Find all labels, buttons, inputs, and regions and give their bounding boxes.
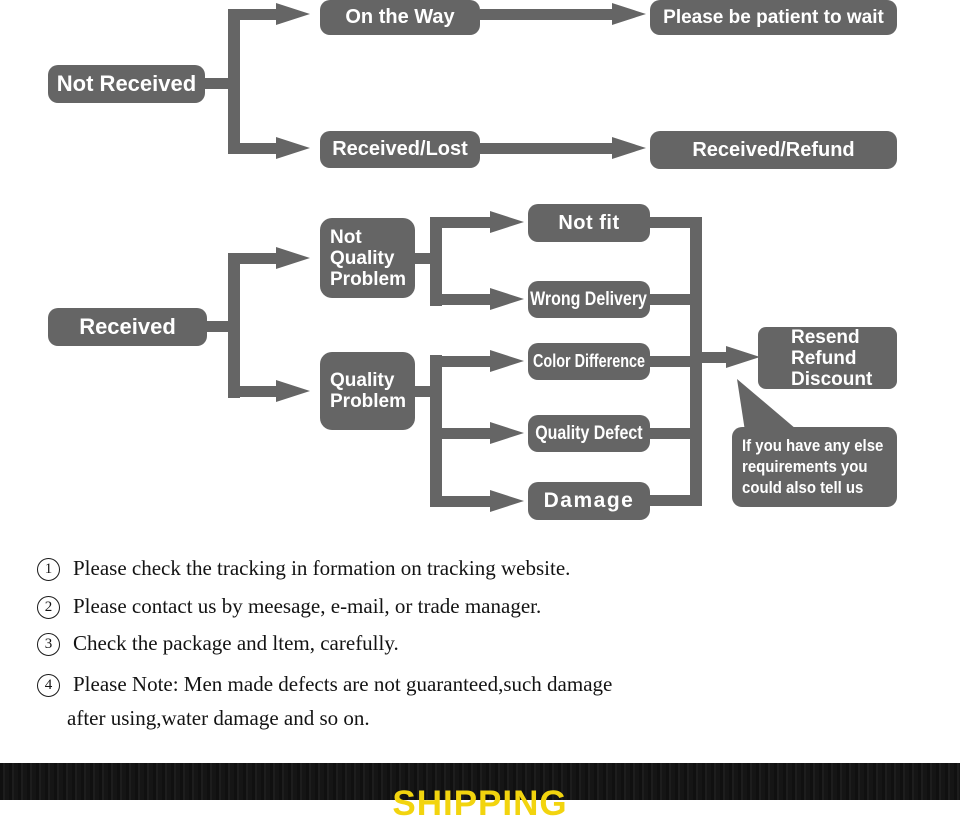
arrowhead-received-refund	[612, 137, 646, 159]
note-1-number: 1	[37, 558, 60, 581]
node-resolution-text	[791, 327, 872, 390]
note-4-text: Please Note: Men made defects are not guaranteed,such damage	[73, 672, 613, 696]
note-item-4-line-2: after using,water damage and so on.	[67, 706, 370, 730]
node-resolution	[758, 327, 897, 389]
nqp-line-2: Quality	[330, 247, 395, 269]
note-4-number: 4	[37, 674, 60, 697]
footer-banner	[0, 763, 960, 823]
connector-arm-not-quality-problem	[228, 253, 278, 264]
node-wrong-delivery	[528, 281, 650, 318]
arrowhead-not-fit	[490, 211, 524, 233]
node-not-fit: Not fit	[528, 204, 650, 242]
node-quality-problem-text	[330, 370, 406, 412]
bubble-line-2: requirements you	[742, 457, 868, 476]
resolution-line-3: Discount	[791, 368, 873, 390]
nqp-line-3: Problem	[330, 268, 407, 290]
bubble-line-1: If you have any else	[742, 436, 884, 455]
connector-arm-received-lost	[228, 143, 278, 154]
arrowhead-not-quality-problem	[276, 247, 310, 269]
note-item-4	[37, 672, 612, 697]
connector-not-fit-out	[648, 217, 692, 228]
qp-line-1: Quality	[330, 370, 395, 391]
wrong-delivery-label: Wrong Delivery	[530, 288, 648, 310]
node-on-the-way: On the Way	[320, 0, 480, 35]
connector-arm-quality-defect	[430, 428, 492, 439]
connector-on-the-way-to-be-patient	[480, 9, 614, 20]
connector-arm-on-the-way	[228, 9, 278, 20]
node-quality-problem	[320, 352, 415, 430]
connector-arm-not-fit	[430, 217, 492, 228]
note-item-1	[37, 556, 570, 581]
arrowhead-damage	[490, 490, 524, 512]
connector-arm-wrong-delivery	[430, 294, 492, 305]
connector-arm-color-difference	[430, 356, 492, 367]
note-item-2	[37, 594, 541, 619]
connector-received-lost-to-refund	[480, 143, 614, 154]
node-not-quality-problem-text	[330, 227, 406, 290]
resolution-line-1: Resend	[791, 326, 860, 348]
arrowhead-resolution	[726, 346, 760, 368]
quality-defect-label: Quality Defect	[535, 422, 643, 444]
node-not-quality-problem	[320, 218, 415, 298]
speech-bubble	[732, 427, 897, 507]
speech-bubble-text	[742, 435, 903, 498]
connector-color-difference-out	[648, 356, 692, 367]
arrowhead-on-the-way	[276, 3, 310, 25]
bubble-line-3: could also tell us	[742, 478, 864, 497]
arrowhead-be-patient	[612, 3, 646, 25]
resolution-line-2: Refund	[791, 347, 857, 369]
connector-nqp-vertical	[430, 217, 442, 306]
connector-collector-vertical	[690, 217, 702, 506]
connector-quality-defect-out	[648, 428, 692, 439]
node-damage: Damage	[528, 482, 650, 520]
connector-not-received-vertical	[228, 9, 240, 154]
qp-line-2: Problem	[330, 391, 407, 412]
footer-title: SHIPPING	[392, 784, 568, 823]
note-3-number: 3	[37, 633, 60, 656]
node-color-difference	[528, 343, 650, 380]
node-please-be-patient: Please be patient to wait	[650, 0, 897, 35]
arrowhead-received-lost	[276, 137, 310, 159]
connector-arm-resolution	[702, 352, 728, 363]
note-2-text: Please contact us by meesage, e-mail, or trade manager.	[73, 594, 542, 618]
connector-received-vertical	[228, 253, 240, 398]
connector-arm-quality-problem	[228, 386, 278, 397]
node-received-lost: Received/Lost	[320, 131, 480, 168]
connector-wrong-delivery-out	[648, 294, 692, 305]
connector-arm-damage	[430, 496, 492, 507]
connector-damage-out	[648, 495, 692, 506]
color-difference-label: Color Difference	[532, 351, 646, 371]
nqp-line-1: Not	[330, 226, 362, 248]
node-quality-defect	[528, 415, 650, 452]
arrowhead-quality-problem	[276, 380, 310, 402]
node-not-received: Not Received	[48, 65, 205, 103]
note-3-text: Check the package and ltem, carefully.	[73, 631, 399, 655]
note-2-number: 2	[37, 596, 60, 619]
arrowhead-color-difference	[490, 350, 524, 372]
note-item-3	[37, 631, 399, 656]
note-1-text: Please check the tracking in formation on tracking website.	[73, 556, 571, 580]
node-received: Received	[48, 308, 207, 346]
arrowhead-quality-defect	[490, 422, 524, 444]
arrowhead-wrong-delivery	[490, 288, 524, 310]
node-received-refund: Received/Refund	[650, 131, 897, 169]
